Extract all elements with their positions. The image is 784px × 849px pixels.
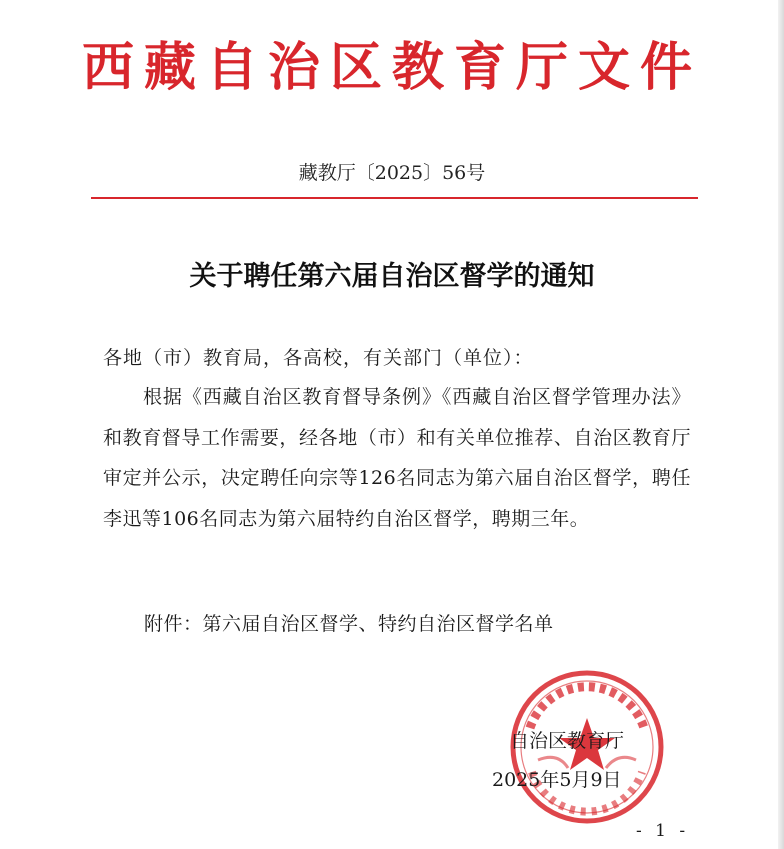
salutation: 各地（市）教育局，各高校，有关部门（单位）：: [103, 347, 534, 369]
document-title: 关于聘任第六届自治区督学的通知: [189, 261, 595, 292]
issuer: 自治区教育厅: [510, 730, 625, 752]
issue-date: 2025年5月9日: [492, 769, 622, 791]
page-edge: [778, 0, 784, 849]
document-number: 藏教厅〔2025〕56号: [298, 162, 486, 184]
document-header: 西藏自治区教育厅文件: [81, 37, 702, 98]
body-paragraph: 根据《西藏自治区教育督导条例》《西藏自治区督学管理办法》和教育督导工作需要，经各地（市）和有关单位推荐、自治区教育厅审定并公示，决定聘任向宗等126名同志为第六届自治区督学，聘任李迅等106名同志为第六届特约自治区督学，聘期三年。: [103, 386, 691, 530]
page-number: - 1 -: [636, 821, 690, 841]
attachment-line: 附件：第六届自治区督学、特约自治区督学名单: [144, 613, 554, 635]
red-divider: [91, 197, 698, 199]
